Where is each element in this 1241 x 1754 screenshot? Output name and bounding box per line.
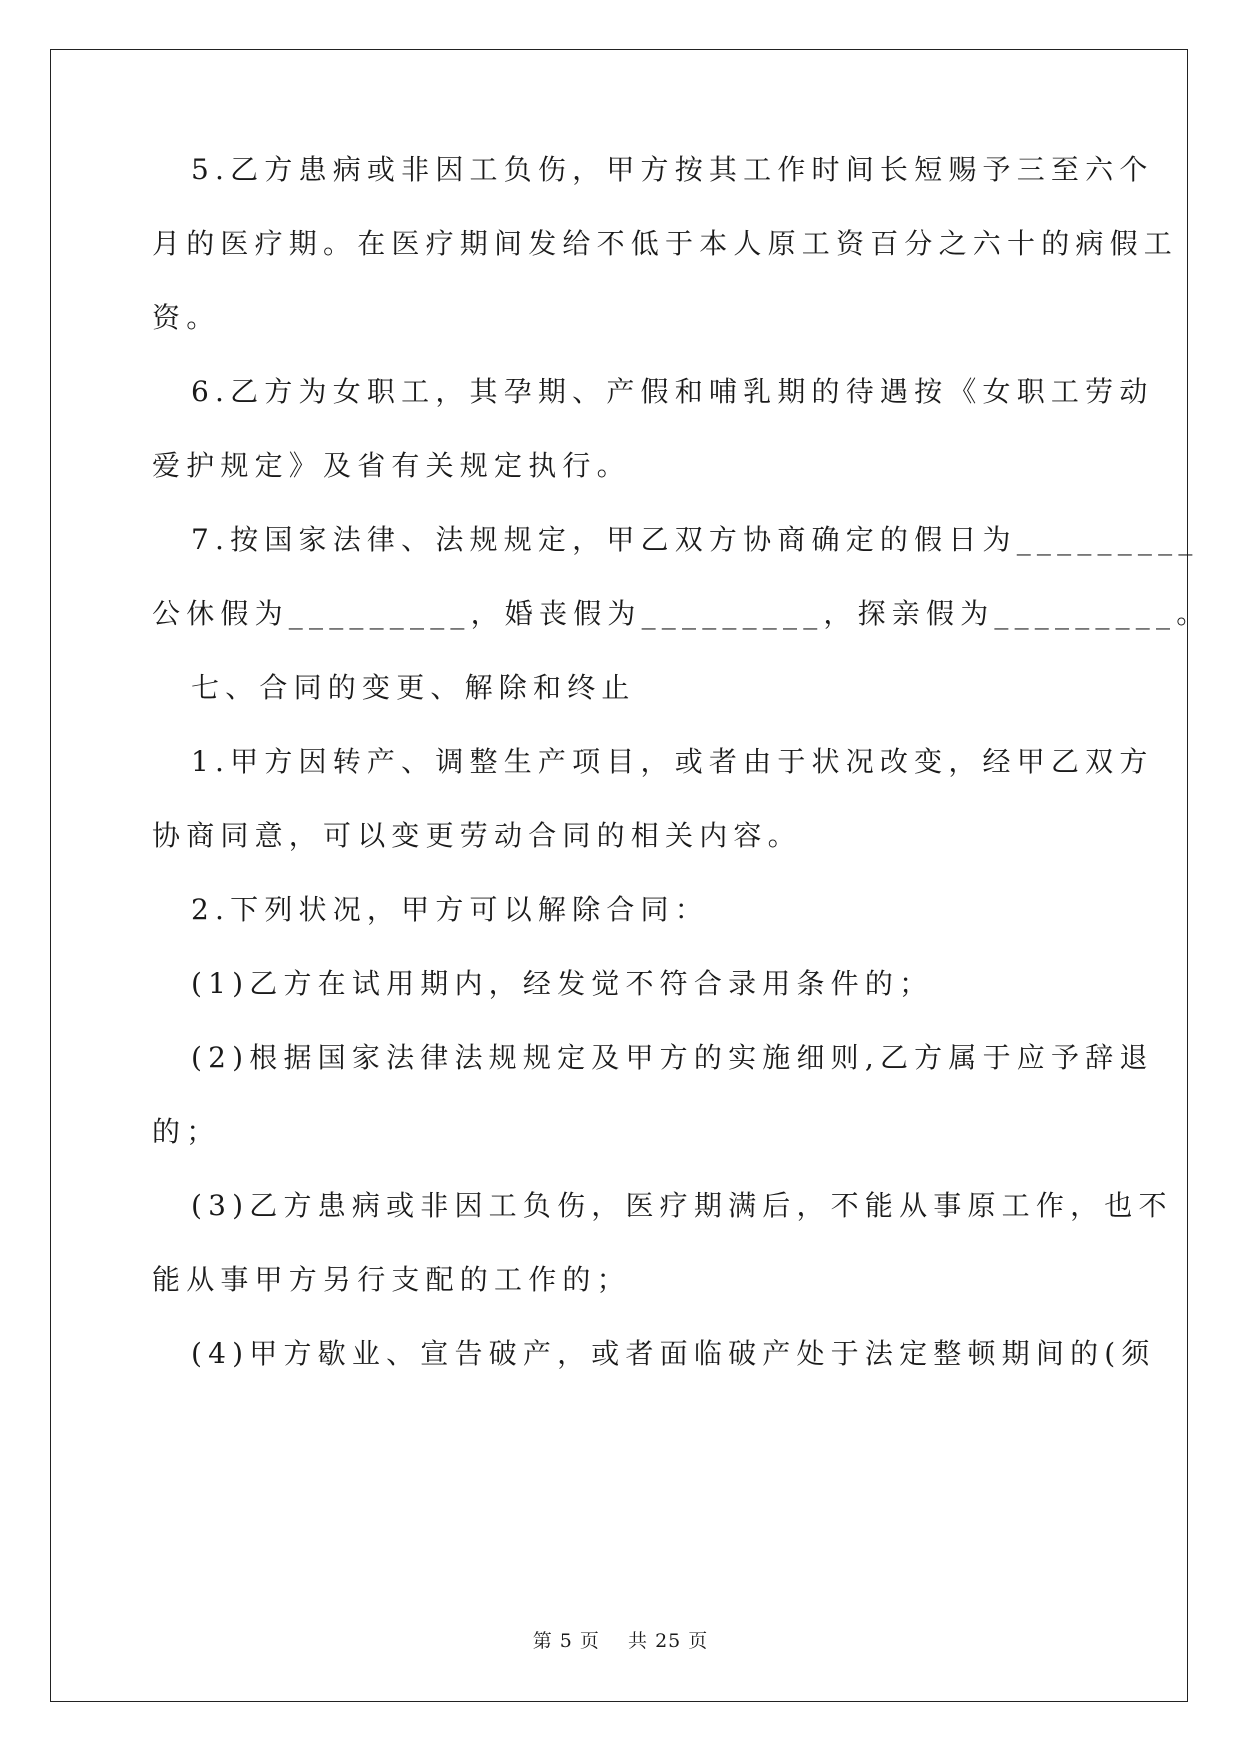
paragraph-line: 资。 — [152, 301, 221, 334]
paragraph-line: 的； — [152, 1115, 221, 1148]
paragraph-line: 爱护规定》及省有关规定执行。 — [152, 449, 631, 482]
section-heading: 七、合同的变更、解除和终止 — [191, 671, 636, 704]
paragraph-line: 6.乙方为女职工，其孕期、产假和哺乳期的待遇按《女职工劳动 — [191, 375, 1154, 408]
page-number: 第 5 页 共 25 页 — [532, 1630, 709, 1652]
paragraph-line: 1.甲方因转产、调整生产项目，或者由于状况改变，经甲乙双方 — [191, 745, 1154, 778]
paragraph-line: 协商同意，可以变更劳动合同的相关内容。 — [152, 819, 802, 852]
paragraph-line: (1)乙方在试用期内，经发觉不符合录用条件的； — [191, 967, 934, 1000]
page-border — [50, 49, 1188, 1702]
paragraph-line: (4)甲方歇业、宣告破产，或者面临破产处于法定整顿期间的(须 — [191, 1337, 1156, 1370]
paragraph-line: 2.下列状况，甲方可以解除合同： — [191, 893, 709, 926]
paragraph-line: (2)根据国家法律法规规定及甲方的实施细则,乙方属于应予辞退 — [191, 1041, 1154, 1074]
paragraph-line: 5.乙方患病或非因工负伤，甲方按其工作时间长短赐予三至六个 — [191, 153, 1154, 186]
paragraph-line: 月的医疗期。在医疗期间发给不低于本人原工资百分之六十的病假工 — [152, 227, 1179, 260]
paragraph-line: 能从事甲方另行支配的工作的； — [152, 1263, 631, 1296]
paragraph-line: 7.按国家法律、法规规定，甲乙双方协商确定的假日为_________ — [191, 523, 1199, 556]
paragraph-line: (3)乙方患病或非因工负伤，医疗期满后，不能从事原工作，也不 — [191, 1189, 1173, 1222]
paragraph-line: 公休假为_________，婚丧假为_________，探亲假为_________。 — [152, 597, 1211, 630]
